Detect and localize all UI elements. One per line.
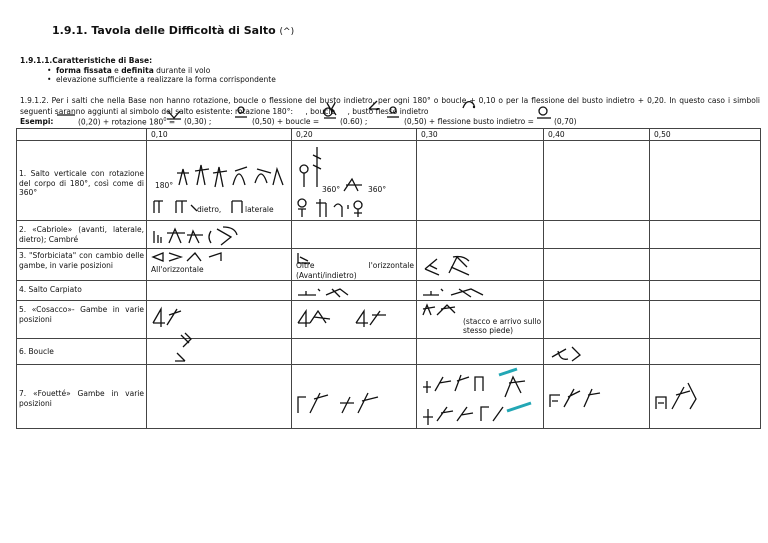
rotation-symbol	[166, 110, 182, 120]
column-header: 0,30	[417, 129, 544, 141]
row-description: 1. Salto verticale con rotazione del corpo di 180°, così come di 360°	[19, 169, 144, 197]
fouette-figures	[654, 379, 714, 417]
cell-text: (stacco e arrivo sullo stesso piede)	[463, 317, 542, 335]
figure-symbol	[296, 251, 318, 265]
table-row	[17, 141, 761, 221]
difficulty-table	[16, 128, 761, 429]
fouette-figures	[296, 383, 406, 417]
row-description: 2. «Cabriole» (avanti, laterale, dietro); Cambré	[19, 225, 144, 244]
cossack-figure	[151, 305, 187, 331]
cabriole-figures	[151, 223, 241, 247]
table-row	[17, 365, 761, 429]
figure-symbol	[234, 106, 248, 120]
figure-symbol	[229, 199, 245, 215]
jump-figures	[296, 197, 386, 219]
section-heading: 1.9.1.1.Caratteristiche di Base:	[20, 56, 153, 65]
row-description: 4. Salto Carpiato	[19, 285, 82, 294]
example-3: (0,50) + flessione busto indietro =	[404, 117, 534, 126]
cossack-figures	[296, 307, 396, 333]
bent-figure-symbol	[536, 106, 552, 120]
rotation-180-symbol	[326, 102, 336, 111]
examples-label: Esempi:	[20, 117, 54, 126]
table-row	[17, 221, 761, 249]
cossack-figures	[421, 303, 461, 319]
table-row	[17, 249, 761, 281]
bullet-1: • forma fissata e definita durante il volo	[56, 66, 210, 75]
row-description: 7. «Fouetté» Gambe in varie posizioni	[19, 389, 144, 408]
row-description: 6. Boucle	[19, 347, 54, 356]
example-1-value: (0,30) ;	[184, 117, 212, 126]
column-header	[17, 129, 147, 141]
column-header: 0,20	[292, 129, 417, 141]
split-leap-figures	[421, 285, 497, 299]
cell-text: All'orizzontale	[151, 265, 204, 274]
cell-text: Oltre l'orizzontale (Avanti/indietro)	[296, 261, 414, 280]
example-2-value: (0.60) ;	[340, 117, 368, 126]
cell-text: laterale	[245, 205, 274, 214]
example-3-value: (0,70)	[554, 117, 577, 126]
table-row	[17, 339, 761, 365]
vertical-jump-figures	[175, 159, 285, 189]
page-title: 1.9.1. Tavola delle Difficoltà di Salto (^)	[52, 24, 295, 37]
rule-note: 1.9.1.2. Per i salti che nella Base non hanno rotazione, boucle o flessione del busto indietro, per ogni 180° o boucle + 0,10 o per la flessione del busto indietro + 0,20. In questo caso i simboli seguenti saranno aggiunti al simbolo del salto esistente: rotazione 180°: , boucle , busto flesso indietro	[20, 96, 760, 116]
column-header: 0,50	[650, 129, 761, 141]
column-header: 0,10	[147, 129, 292, 141]
cell-text: 360°	[322, 185, 341, 194]
figure-symbol	[342, 177, 366, 193]
fouette-figures	[421, 367, 541, 427]
row-description: 3. "Sforbiciata" con cambio delle gambe, in varie posizioni	[19, 251, 144, 270]
row-description: 5. «Cosacco»- Gambe in varie posizioni	[19, 305, 144, 324]
table-header-row	[17, 129, 761, 141]
figure-symbol	[151, 199, 171, 215]
example-1: (0,20) + rotazione $180^0$ =	[78, 117, 176, 127]
cell-text: 360°	[368, 185, 387, 194]
scissor-leap-figures	[423, 253, 479, 279]
bullet-2: • elevazione sufficiente a realizzare la forma corrispondente	[56, 75, 276, 84]
boucle-figure	[548, 341, 584, 363]
figure-symbol	[310, 145, 324, 189]
table-row	[17, 301, 761, 339]
table-row	[17, 281, 761, 301]
example-2: (0,50) + boucle =	[252, 117, 320, 126]
scissor-leap-figures	[151, 251, 231, 263]
jump-line-symbol	[56, 112, 76, 118]
boucle-symbol	[368, 100, 380, 110]
cell-text: 180°	[155, 181, 174, 190]
split-leap-figures	[296, 285, 356, 299]
fouette-figures	[548, 383, 608, 413]
figure-symbol-2	[386, 106, 400, 120]
back-bend-symbol	[462, 99, 476, 109]
boucle-figure	[171, 331, 201, 365]
cell-text: dietro,	[197, 205, 222, 214]
column-header: 0,40	[544, 129, 650, 141]
jump-symbol: (^)	[279, 27, 295, 37]
